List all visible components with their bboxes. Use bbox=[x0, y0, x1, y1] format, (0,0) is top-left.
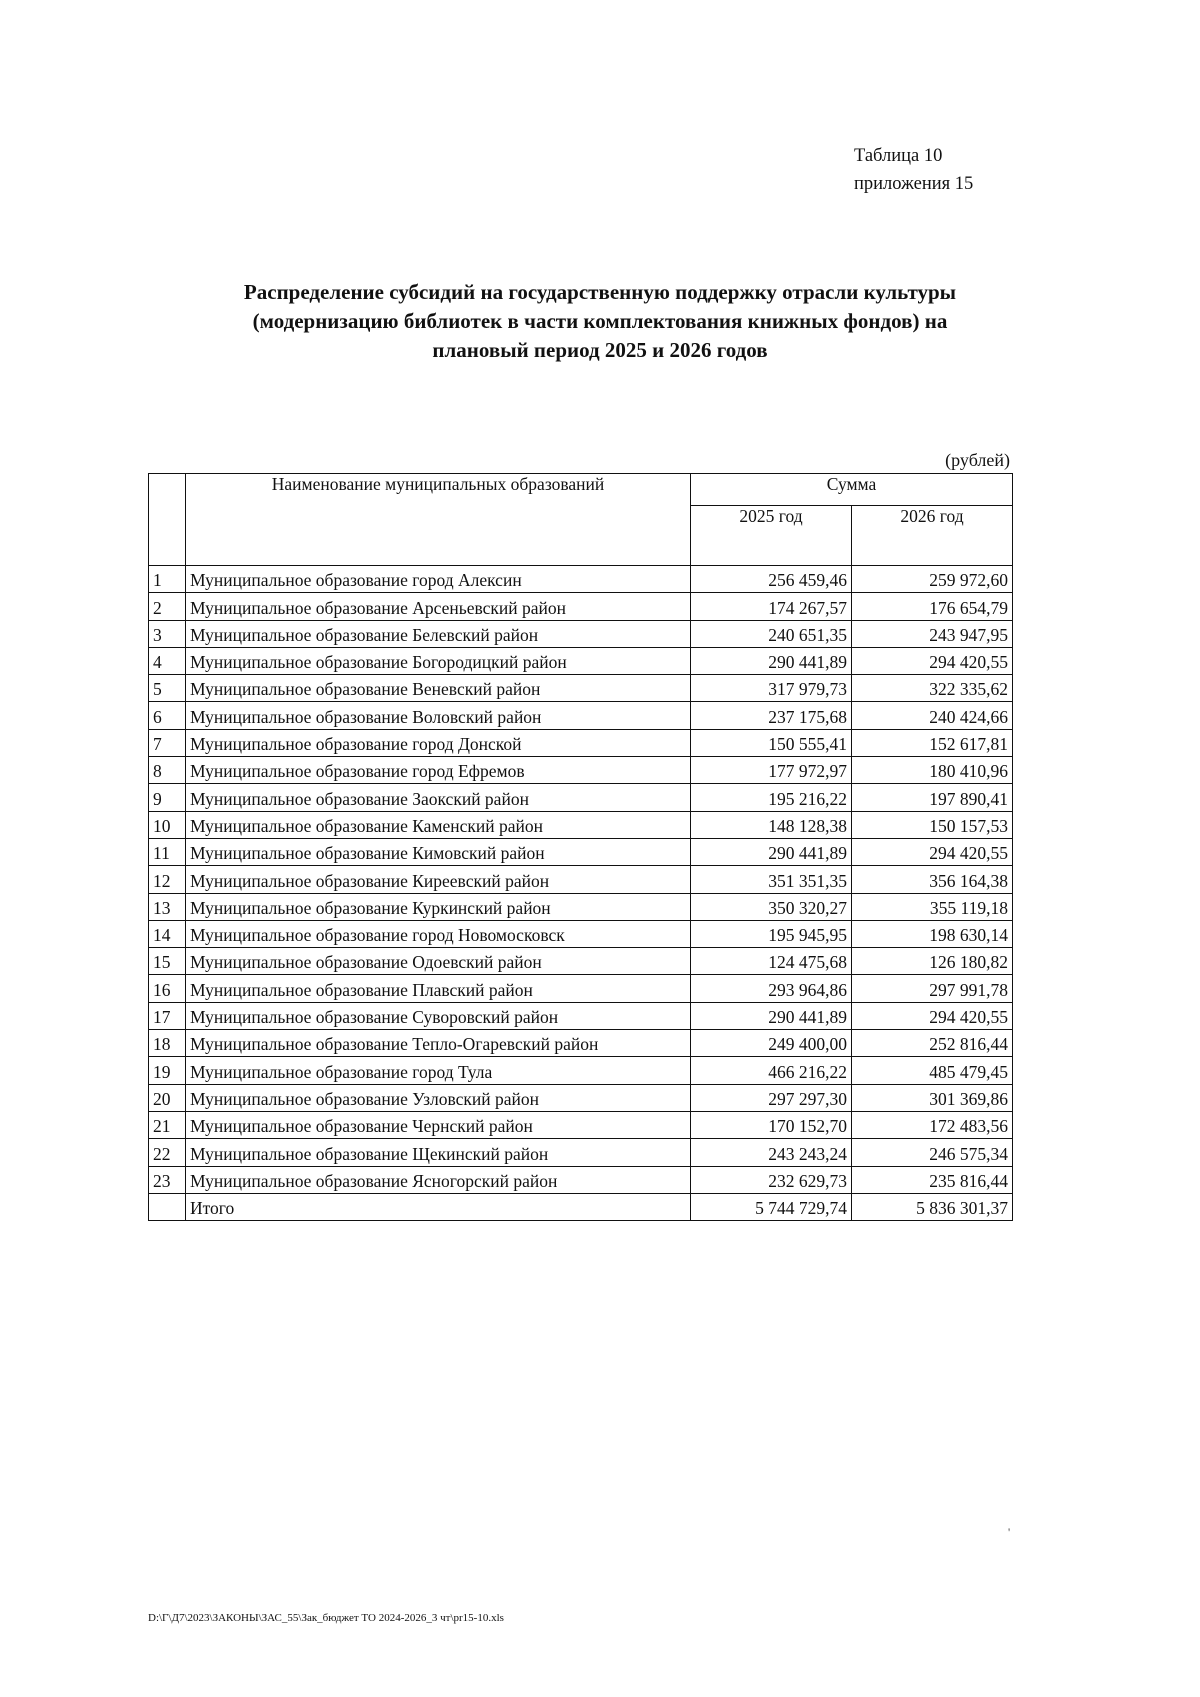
amount-2025: 177 972,97 bbox=[691, 757, 852, 784]
municipality-name: Муниципальное образование Арсеньевский район bbox=[186, 593, 691, 620]
amount-2025: 170 152,70 bbox=[691, 1111, 852, 1138]
amount-2026: 240 424,66 bbox=[852, 702, 1013, 729]
amount-2025: 297 297,30 bbox=[691, 1084, 852, 1111]
amount-2026: 176 654,79 bbox=[852, 593, 1013, 620]
amount-2025: 148 128,38 bbox=[691, 811, 852, 838]
table-reference bbox=[854, 142, 973, 198]
amount-2026: 356 164,38 bbox=[852, 866, 1013, 893]
row-number: 7 bbox=[149, 729, 186, 756]
table-row bbox=[149, 1139, 1013, 1166]
amount-2025: 124 475,68 bbox=[691, 948, 852, 975]
amount-2025: 351 351,35 bbox=[691, 866, 852, 893]
table-row bbox=[149, 647, 1013, 674]
row-number: 14 bbox=[149, 920, 186, 947]
amount-2026: 198 630,14 bbox=[852, 920, 1013, 947]
municipality-name: Муниципальное образование город Донской bbox=[186, 729, 691, 756]
amount-2026: 172 483,56 bbox=[852, 1111, 1013, 1138]
total-row bbox=[149, 1193, 1013, 1220]
file-path-footer: D:\Г\Д7\2023\ЗАКОНЫ\ЗАС_55\Зак_бюджет ТО 2024-2026_3 чт\pr15-10.xls bbox=[148, 1612, 504, 1624]
amount-2026: 485 479,45 bbox=[852, 1057, 1013, 1084]
amount-2026: 355 119,18 bbox=[852, 893, 1013, 920]
amount-2026: 259 972,60 bbox=[852, 566, 1013, 593]
table-row bbox=[149, 784, 1013, 811]
table-row bbox=[149, 702, 1013, 729]
municipality-name: Муниципальное образование Куркинский район bbox=[186, 893, 691, 920]
municipality-name: Муниципальное образование Киреевский район bbox=[186, 866, 691, 893]
municipality-name: Муниципальное образование город Алексин bbox=[186, 566, 691, 593]
total-label: Итого bbox=[186, 1193, 691, 1220]
row-number: 21 bbox=[149, 1111, 186, 1138]
table-row bbox=[149, 566, 1013, 593]
municipality-name: Муниципальное образование Богородицкий район bbox=[186, 647, 691, 674]
row-number: 6 bbox=[149, 702, 186, 729]
row-number: 16 bbox=[149, 975, 186, 1002]
municipality-name: Муниципальное образование Белевский район bbox=[186, 620, 691, 647]
table-row bbox=[149, 1002, 1013, 1029]
row-number: 9 bbox=[149, 784, 186, 811]
header-number-cell bbox=[149, 474, 186, 566]
units-label: (рублей) bbox=[945, 450, 1010, 470]
row-number: 10 bbox=[149, 811, 186, 838]
municipality-name: Муниципальное образование Веневский район bbox=[186, 675, 691, 702]
row-number: 13 bbox=[149, 893, 186, 920]
municipality-name: Муниципальное образование Щекинский район bbox=[186, 1139, 691, 1166]
row-number: 22 bbox=[149, 1139, 186, 1166]
municipality-name: Муниципальное образование Заокский район bbox=[186, 784, 691, 811]
table-row bbox=[149, 811, 1013, 838]
amount-2025: 243 243,24 bbox=[691, 1139, 852, 1166]
table-row bbox=[149, 838, 1013, 865]
amount-2026: 252 816,44 bbox=[852, 1030, 1013, 1057]
municipality-name: Муниципальное образование Одоевский район bbox=[186, 948, 691, 975]
table-row bbox=[149, 729, 1013, 756]
amount-2026: 294 420,55 bbox=[852, 647, 1013, 674]
amount-2026: 246 575,34 bbox=[852, 1139, 1013, 1166]
table-row bbox=[149, 1030, 1013, 1057]
amount-2025: 256 459,46 bbox=[691, 566, 852, 593]
table-row bbox=[149, 675, 1013, 702]
row-number: 3 bbox=[149, 620, 186, 647]
row-number: 20 bbox=[149, 1084, 186, 1111]
table-number-label: Таблица 10 bbox=[854, 146, 943, 166]
total-number-cell bbox=[149, 1193, 186, 1220]
municipality-name: Муниципальное образование Кимовский район bbox=[186, 838, 691, 865]
table-row bbox=[149, 948, 1013, 975]
title-line-2: (модернизацию библиотек в части комплектования книжных фондов) на bbox=[252, 309, 948, 333]
municipality-name: Муниципальное образование Ясногорский район bbox=[186, 1166, 691, 1193]
amount-2026: 126 180,82 bbox=[852, 948, 1013, 975]
amount-2025: 150 555,41 bbox=[691, 729, 852, 756]
row-number: 5 bbox=[149, 675, 186, 702]
table-row bbox=[149, 757, 1013, 784]
amount-2026: 294 420,55 bbox=[852, 1002, 1013, 1029]
row-number: 17 bbox=[149, 1002, 186, 1029]
total-2026: 5 836 301,37 bbox=[852, 1193, 1013, 1220]
total-2025: 5 744 729,74 bbox=[691, 1193, 852, 1220]
amount-2025: 293 964,86 bbox=[691, 975, 852, 1002]
table-row bbox=[149, 1111, 1013, 1138]
amount-2025: 195 216,22 bbox=[691, 784, 852, 811]
header-name-column: Наименование муниципальных образований bbox=[186, 474, 691, 566]
table-row bbox=[149, 1166, 1013, 1193]
appendix-label: приложения 15 bbox=[854, 174, 974, 194]
municipality-name: Муниципальное образование Суворовский район bbox=[186, 1002, 691, 1029]
amount-2025: 290 441,89 bbox=[691, 1002, 852, 1029]
amount-2025: 232 629,73 bbox=[691, 1166, 852, 1193]
document-title bbox=[140, 278, 1060, 365]
amount-2026: 235 816,44 bbox=[852, 1166, 1013, 1193]
table-row bbox=[149, 620, 1013, 647]
amount-2025: 240 651,35 bbox=[691, 620, 852, 647]
amount-2025: 195 945,95 bbox=[691, 920, 852, 947]
amount-2025: 290 441,89 bbox=[691, 647, 852, 674]
table-row bbox=[149, 1057, 1013, 1084]
row-number: 23 bbox=[149, 1166, 186, 1193]
row-number: 1 bbox=[149, 566, 186, 593]
row-number: 2 bbox=[149, 593, 186, 620]
header-2026-column: 2026 год bbox=[852, 506, 1013, 566]
table-row bbox=[149, 893, 1013, 920]
municipality-name: Муниципальное образование Плавский район bbox=[186, 975, 691, 1002]
subsidy-table bbox=[148, 473, 1013, 1221]
row-number: 11 bbox=[149, 838, 186, 865]
amount-2025: 174 267,57 bbox=[691, 593, 852, 620]
amount-2026: 297 991,78 bbox=[852, 975, 1013, 1002]
municipality-name: Муниципальное образование город Ефремов bbox=[186, 757, 691, 784]
amount-2026: 243 947,95 bbox=[852, 620, 1013, 647]
table-row bbox=[149, 975, 1013, 1002]
amount-2026: 322 335,62 bbox=[852, 675, 1013, 702]
municipality-name: Муниципальное образование Узловский район bbox=[186, 1084, 691, 1111]
amount-2025: 350 320,27 bbox=[691, 893, 852, 920]
row-number: 8 bbox=[149, 757, 186, 784]
amount-2026: 152 617,81 bbox=[852, 729, 1013, 756]
amount-2025: 466 216,22 bbox=[691, 1057, 852, 1084]
row-number: 15 bbox=[149, 948, 186, 975]
header-sum-column: Сумма bbox=[691, 474, 1013, 506]
row-number: 18 bbox=[149, 1030, 186, 1057]
amount-2025: 290 441,89 bbox=[691, 838, 852, 865]
row-number: 12 bbox=[149, 866, 186, 893]
table-row bbox=[149, 866, 1013, 893]
municipality-name: Муниципальное образование Каменский район bbox=[186, 811, 691, 838]
table-row bbox=[149, 1084, 1013, 1111]
amount-2025: 237 175,68 bbox=[691, 702, 852, 729]
title-line-1: Распределение субсидий на государственную поддержку отрасли культуры bbox=[243, 280, 957, 304]
amount-2026: 301 369,86 bbox=[852, 1084, 1013, 1111]
municipality-name: Муниципальное образование Воловский район bbox=[186, 702, 691, 729]
table-row bbox=[149, 593, 1013, 620]
table-row bbox=[149, 920, 1013, 947]
municipality-name: Муниципальное образование город Новомосковск bbox=[186, 920, 691, 947]
header-2025-column: 2025 год bbox=[691, 506, 852, 566]
amount-2026: 294 420,55 bbox=[852, 838, 1013, 865]
amount-2025: 317 979,73 bbox=[691, 675, 852, 702]
municipality-name: Муниципальное образование Тепло-Огаревский район bbox=[186, 1030, 691, 1057]
municipality-name: Муниципальное образование Чернский район bbox=[186, 1111, 691, 1138]
amount-2026: 197 890,41 bbox=[852, 784, 1013, 811]
row-number: 19 bbox=[149, 1057, 186, 1084]
title-line-3: плановый период 2025 и 2026 годов bbox=[432, 338, 768, 362]
scan-mark: ' bbox=[1008, 1525, 1011, 1539]
amount-2026: 150 157,53 bbox=[852, 811, 1013, 838]
amount-2025: 249 400,00 bbox=[691, 1030, 852, 1057]
row-number: 4 bbox=[149, 647, 186, 674]
municipality-name: Муниципальное образование город Тула bbox=[186, 1057, 691, 1084]
amount-2026: 180 410,96 bbox=[852, 757, 1013, 784]
